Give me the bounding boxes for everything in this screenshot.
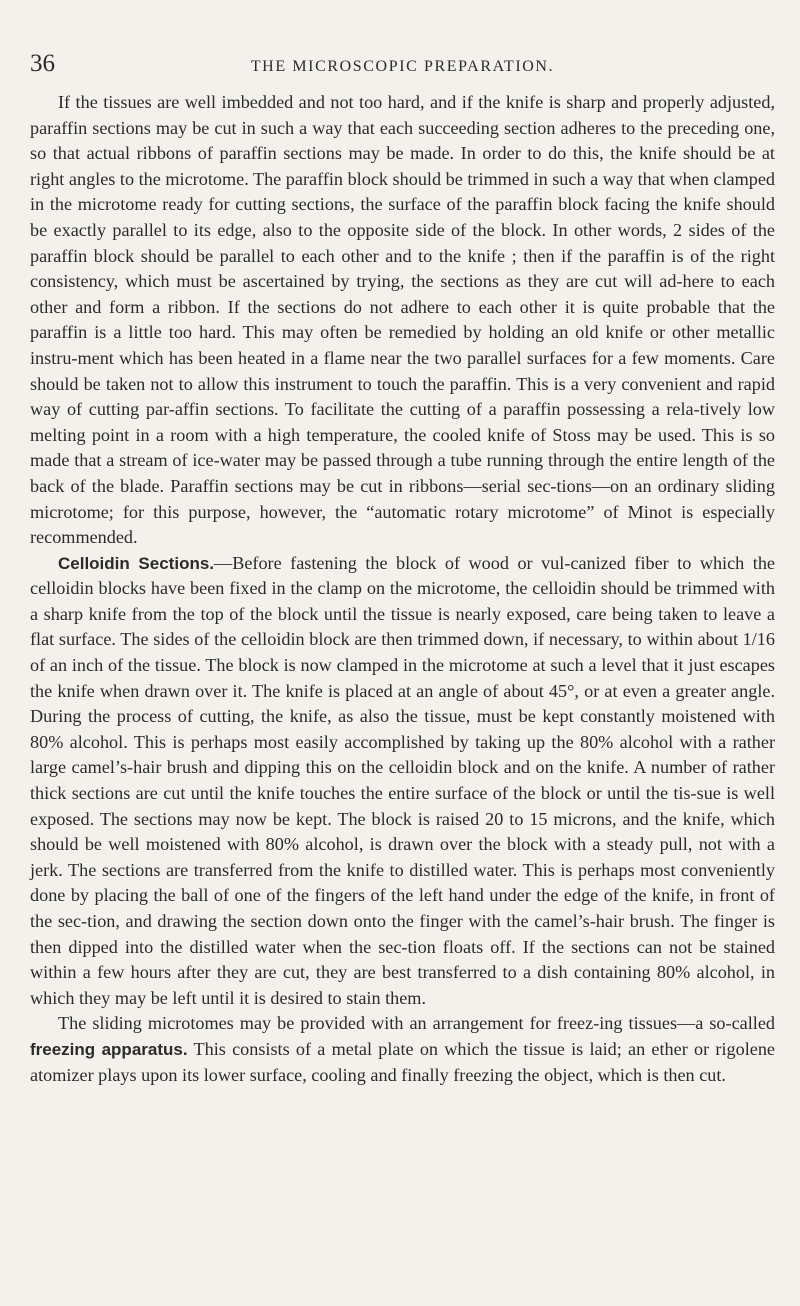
paragraph-text: This consists of a metal plate on which the tissue is laid; an ether or rigolene atomizer plays upon its lower surface, cooling and finally freezing the object, which is then cut. bbox=[30, 1038, 775, 1085]
paragraph-paraffin-ribbons bbox=[30, 90, 775, 551]
paragraph-celloidin-sections bbox=[30, 551, 775, 1012]
section-heading-celloidin: Celloidin Sections. bbox=[58, 553, 215, 573]
book-page bbox=[30, 50, 775, 1088]
running-title: THE MICROSCOPIC PREPARATION. bbox=[250, 58, 555, 75]
term-freezing-apparatus: freezing apparatus. bbox=[30, 1039, 188, 1059]
running-head bbox=[30, 50, 775, 90]
page-number: 36 bbox=[30, 50, 55, 77]
body-text bbox=[30, 90, 775, 1088]
paragraph-text: —Before fastening the block of wood or vul-canized fiber to which the celloidin blocks have been fixed in the clamp on the microtome, the celloidin should be trimmed with a sharp knife from the top of the block until the tissue is nearly exposed, care being taken to leave a flat surface. The sides of the celloidin block are then trimmed down, if necessary, to within about 1/16 of an inch of the tissue. The block is now clamped in the microtome at such a level that it just escapes the knife when drawn over it. The knife is placed at an angle of about 45°, or at even a greater angle. During the process of cutting, the knife, as also the tissue, must be kept constantly moistened with 80% alcohol. This is perhaps most easily accomplished by taking up the 80% alcohol with a rather large camel’s-hair brush and dipping this on the celloidin block and on the knife. A number of rather thick sections are cut until the knife touches the entire surface of the block or until the tis-sue is well exposed. The sections may now be kept. The block is raised 20 to 15 microns, and the knife, which should be well moistened with 80% alcohol, is drawn over the block with a steady pull, not with a jerk. The sections are transferred from the knife to distilled water. This is perhaps most conveniently done by placing the ball of one of the fingers of the left hand under the edge of the knife, in front of the sec-tion, and drawing the section down onto the finger with the camel’s-hair brush. The finger is then dipped into the distilled water when the sec-tion floats off. If the sections can not be stained within a few hours after they are cut, they are best transferred to a dish containing 80% alcohol, in which they may be left until it is desired to stain them. bbox=[30, 552, 775, 1008]
paragraph-text: The sliding microtomes may be provided with an arrangement for freez-ing tissues—a so-called bbox=[58, 1013, 775, 1034]
paragraph-text: If the tissues are well imbedded and not too hard, and if the knife is sharp and properly adjusted, paraffin sections may be cut in such a way that each succeeding section adheres to the preceding one, so that actual ribbons of paraffin sections may be made. In order to do this, the knife should be at right angles to the microtome. The paraffin block should be trimmed in such a way that when clamped in the microtome ready for cutting sections, the surface of the paraffin block facing the knife should be exactly parallel to its edge, also to the opposite side of the block. In other words, 2 sides of the paraffin block should be parallel to each other and to the knife ; then if the paraffin is of the right consistency, which must be ascertained by trying, the sections as they are cut will ad-here to each other and form a ribbon. If the sections do not adhere to each other it is quite probable that the paraffin is a little too hard. This may often be remedied by holding an old knife or other metallic instru-ment which has been heated in a flame near the two parallel surfaces for a few moments. Care should be taken not to allow this instrument to touch the paraffin. This is a very convenient and rapid way of cutting par-affin sections. To facilitate the cutting of a paraffin possessing a rela-tively low melting point in a room with a high temperature, the cooled knife of Stoss may be used. This is so made that a stream of ice-water may be passed through a tube running through the entire length of the back of the blade. Paraffin sections may be cut in ribbons—serial sec-tions—on an ordinary sliding microtome; for this purpose, however, the “automatic rotary microtome” of Minot is especially recommended. bbox=[30, 92, 775, 548]
paragraph-freezing-apparatus bbox=[30, 1011, 775, 1088]
